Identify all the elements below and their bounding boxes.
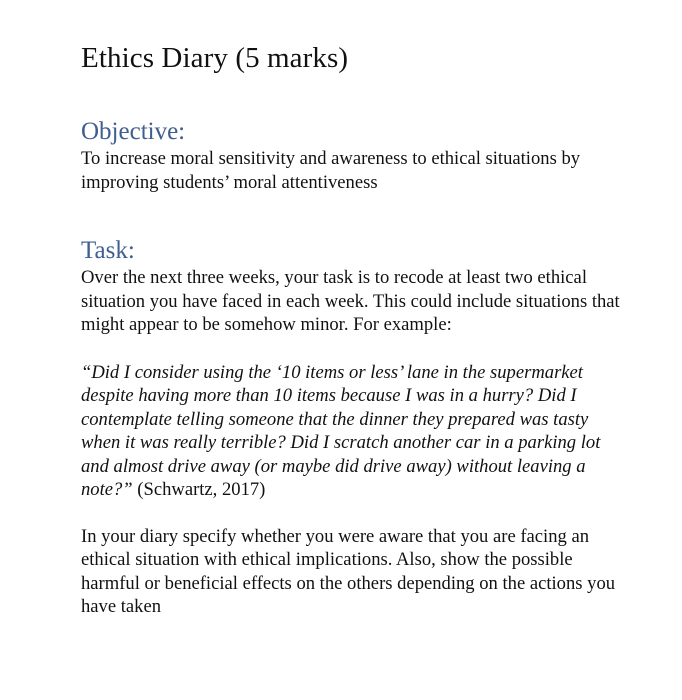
task-closing-text: In your diary specify whether you were aware that you are facing an ethical situation with ethical implications. Also, show the possible harmful or beneficial effects on the others depending on the actions you have taken bbox=[81, 525, 616, 617]
objective-text: To increase moral sensitivity and awareness to ethical situations by improving students’ moral attentiveness bbox=[81, 148, 581, 193]
task-intro-text: Over the next three weeks, your task is to recode at least two ethical situation you have faced in each week. This could include situations that might appear to be somehow minor. For example: bbox=[81, 267, 620, 335]
example-quote-paragraph bbox=[81, 361, 621, 502]
quote-citation: (Schwartz, 2017) bbox=[132, 479, 266, 500]
objective-heading: Objective: bbox=[81, 118, 186, 145]
document-title: Ethics Diary (5 marks) bbox=[81, 42, 349, 74]
document-page bbox=[81, 40, 621, 619]
task-heading: Task: bbox=[81, 237, 135, 264]
example-quote: “Did I consider using the ‘10 items or less’ lane in the supermarket despite having more than 10 items because I was in a hurry? Did I contemplate telling someone that the dinner they prepared was tasty when it was really terrible? Did I scratch another car in a parking lot and almost drive away (or maybe did drive away) without leaving a note?” bbox=[81, 361, 601, 500]
